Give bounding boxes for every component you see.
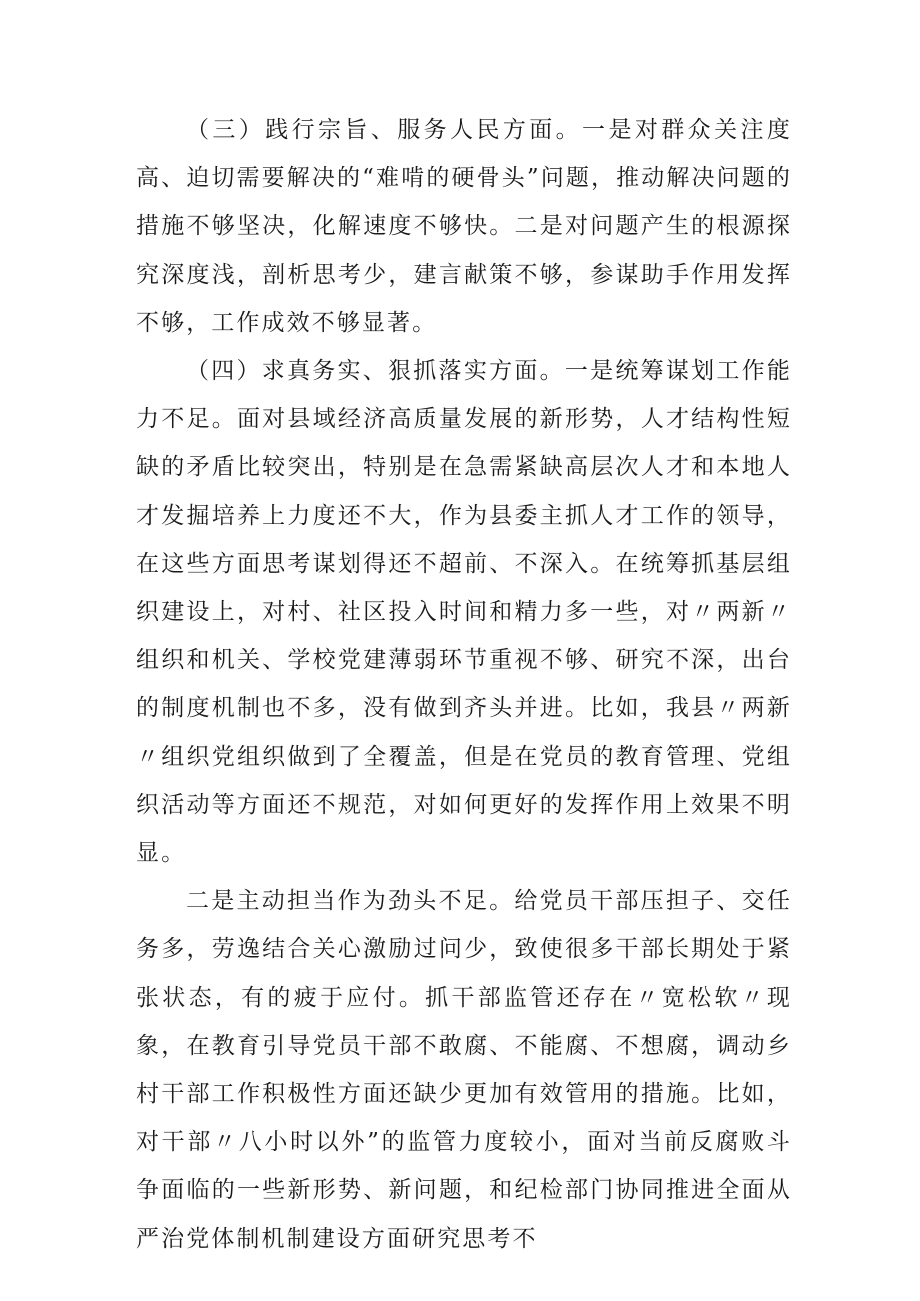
document-body bbox=[136, 106, 792, 1263]
paragraph-service-people: （三）践行宗旨、服务人民方面。一是对群众关注度高、迫切需要解决的“难啃的硬骨头”问题，推动解决问题的措施不够坚决，化解速度不够快。二是对问题产生的根源探究深度浅，剖析思考少，建言献策不够，参谋助手作用发挥不够，工作成效不够显著。 bbox=[136, 117, 792, 336]
paragraph-pragmatic-implementation: （四）求真务实、狠抓落实方面。一是统筹谋划工作能力不足。面对县域经济高质量发展的新形势，人才结构性短缺的矛盾比较突出，特别是在急需紧缺高层次人才和本地人才发掘培养上力度还不大，作为县委主抓人才工作的领导，在这些方面思考谋划得还不超前、不深入。在统筹抓基层组织建设上，对村、社区投入时间和精力多一些，对〃两新〃组织和机关、学校党建薄弱环节重视不够、研究不深，出台的制度机制也不多，没有做到齐头并进。比如，我县〃两新〃组织党组织做到了全覆盖，但是在党员的教育管理、党组织活动等方面还不规范，对如何更好的发挥作用上效果不明显。 bbox=[136, 358, 792, 867]
paragraph-responsibility: 二是主动担当作为劲头不足。给党员干部压担子、交任务多，劳逸结合关心激励过问少，致使很多干部长期处于紧张状态，有的疲于应付。抓干部监管还存在〃宽松软〃现象，在教育引导党员干部不敢腐、不能腐、不想腐，调动乡村干部工作积极性方面还缺少更加有效管用的措施。比如，对干部〃八小时以外”的监管力度较小，面对当前反腐败斗争面临的一些新形势、新问题，和纪检部门协同推进全面从严治党体制机制建设方面研究思考不 bbox=[136, 888, 792, 1252]
